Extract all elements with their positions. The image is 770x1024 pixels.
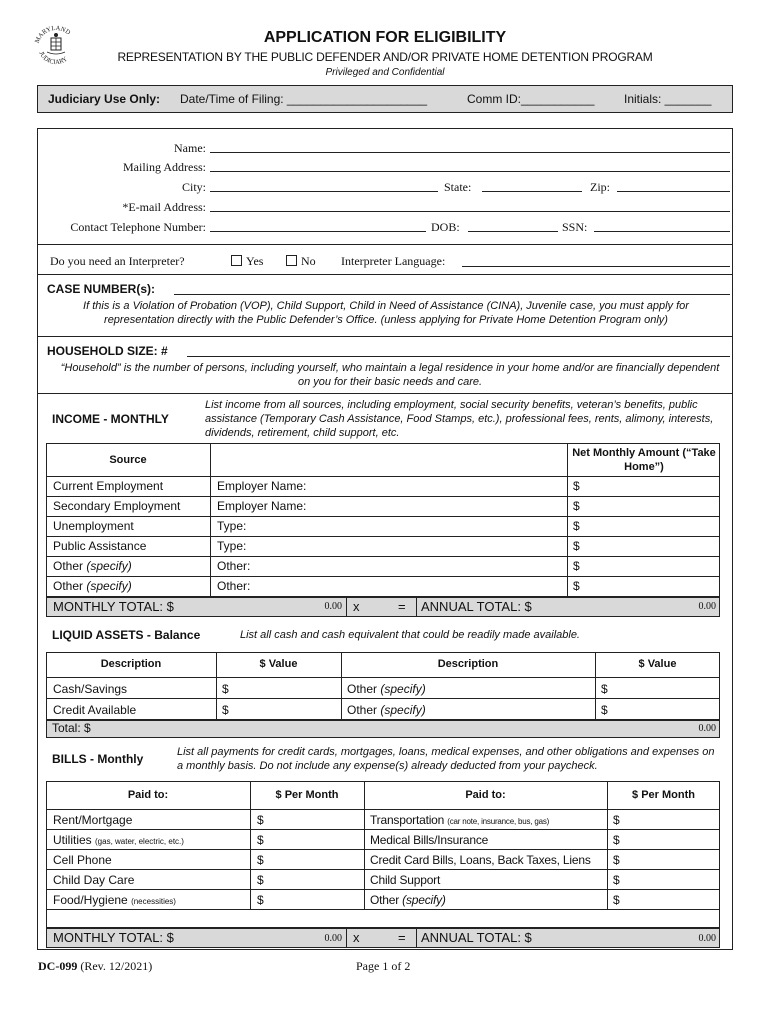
divider: [37, 244, 733, 245]
income-header-line: [46, 476, 720, 477]
filing-date-field[interactable]: Date/Time of Filing: _____________________: [180, 92, 428, 106]
bill-left-value[interactable]: $: [257, 813, 264, 827]
initials-field[interactable]: Initials: _______: [624, 92, 712, 106]
bill-right-value[interactable]: $: [613, 813, 620, 827]
asset-left-desc: Cash/Savings: [53, 682, 128, 696]
income-source-label: Other: [53, 559, 84, 573]
bill-right-desc: [370, 813, 549, 827]
bill-right-desc: [370, 873, 440, 887]
ssn-input[interactable]: [594, 231, 730, 232]
income-source: [53, 559, 132, 573]
assets-header-line: [46, 677, 720, 678]
asset-right-value[interactable]: $: [601, 682, 608, 696]
interpreter-no-label: No: [301, 254, 316, 268]
email-input[interactable]: [210, 211, 730, 212]
bill-left-value[interactable]: $: [257, 853, 264, 867]
form-id: DC-099: [38, 959, 78, 973]
divider: [37, 274, 733, 275]
income-note: List income from all sources, including employment, social security benefits, veteran’s benefits, public assistance (Temporary Cash Assistance, Food Stamps, etc.), professional fees, rents, alimony, interests, dividends, retirement, child support, etc.: [205, 399, 714, 439]
assets-col-value-left: $ Value: [259, 658, 298, 670]
income-equals-sign: =: [398, 599, 406, 614]
income-title: INCOME - MONTHLY: [52, 412, 169, 426]
bill-right-value[interactable]: $: [613, 873, 620, 887]
email-label: *E-mail Address:: [122, 200, 206, 214]
bill-left-value[interactable]: $: [257, 833, 264, 847]
bill-left-label: Cell Phone: [53, 853, 112, 867]
bill-left-note: (gas, water, electric, etc.): [95, 837, 184, 846]
total-divider: [346, 928, 347, 948]
mailing-address-input[interactable]: [210, 171, 730, 172]
income-source: [53, 579, 132, 593]
bill-row-line: [46, 829, 720, 830]
income-detail-field[interactable]: Employer Name:: [217, 479, 307, 493]
bill-row-line: [46, 849, 720, 850]
mailing-address-label: Mailing Address:: [123, 160, 206, 174]
bill-left-value[interactable]: $: [257, 873, 264, 887]
bill-right-label: Transportation: [370, 813, 445, 827]
judiciary-use-label: Judiciary Use Only:: [48, 92, 161, 106]
asset-right-desc[interactable]: [347, 682, 426, 696]
asset-left-desc: Credit Available: [53, 703, 137, 717]
bills-annual-total-label: ANNUAL TOTAL: $: [421, 930, 532, 945]
income-col-divider: [210, 443, 211, 597]
interpreter-yes-label: Yes: [246, 254, 264, 268]
bill-left-label: Food/Hygiene: [53, 893, 128, 907]
bills-col-paid-right: Paid to:: [465, 789, 506, 801]
page-number: Page 1 of 2: [356, 959, 411, 973]
bills-title: BILLS - Monthly: [52, 752, 144, 766]
form-subtitle: REPRESENTATION BY THE PUBLIC DEFENDER AND/OR PRIVATE HOME DETENTION PROGRAM: [117, 50, 653, 64]
income-detail-field[interactable]: Type:: [217, 539, 247, 553]
bill-left-note: (necessities): [131, 897, 176, 906]
footer-form-id: [38, 959, 152, 974]
income-row-line: [46, 576, 720, 577]
income-source-spec: (specify): [86, 579, 132, 593]
income-source-label: Unemployment: [53, 519, 134, 533]
income-detail-field[interactable]: Employer Name:: [217, 499, 307, 513]
income-row-line: [46, 556, 720, 557]
case-number-note: If this is a Violation of Probation (VOP), Child Support, Child in Need of Assistance (CINA), Juvenile case, you must apply for representation directly with the Public Defender’s Office. (unless applying for Private Home Detention Program only): [83, 300, 689, 326]
bill-right-desc: [370, 833, 488, 847]
name-input[interactable]: [210, 152, 730, 153]
asset-left-value[interactable]: $: [222, 703, 229, 717]
form-revision: (Rev. 12/2021): [80, 959, 153, 973]
income-detail-field[interactable]: Other:: [217, 579, 251, 593]
bills-note: List all payments for credit cards, mortgages, loans, medical expenses, and other obligations and expenses on a monthly basis. Do not include any expense(s) already deducted from your paycheck.: [177, 746, 715, 772]
assets-col-desc-right: Description: [437, 658, 499, 670]
zip-label: Zip:: [590, 180, 610, 194]
name-label: Name:: [174, 141, 206, 155]
income-detail-field[interactable]: Other:: [217, 559, 251, 573]
privileged-note: Privileged and Confidential: [325, 67, 445, 78]
income-source-spec: (specify): [86, 559, 132, 573]
bills-multiply-sign: x: [353, 930, 360, 945]
state-input[interactable]: [482, 191, 582, 192]
interpreter-language-label: Interpreter Language:: [341, 254, 446, 268]
bill-left-desc: [53, 813, 132, 827]
income-row-line: [46, 516, 720, 517]
asset-right-value[interactable]: $: [601, 703, 608, 717]
divider: [37, 336, 733, 337]
income-source: [53, 539, 146, 553]
bill-right-label: Child Support: [370, 873, 441, 887]
city-input[interactable]: [210, 191, 438, 192]
total-divider: [346, 597, 347, 617]
assets-total-bar: [46, 720, 720, 738]
asset-right-spec: (specify): [380, 682, 426, 696]
bills-equals-sign: =: [398, 930, 406, 945]
bill-right-value[interactable]: $: [613, 853, 620, 867]
zip-input[interactable]: [617, 191, 730, 192]
income-annual-total-value[interactable]: 0.00: [698, 601, 716, 612]
bill-row-line: [46, 889, 720, 890]
bill-right-value[interactable]: $: [613, 893, 620, 907]
assets-note: List all cash and cash equivalent that could be readily made available.: [240, 629, 580, 641]
income-col-source: Source: [109, 454, 147, 466]
income-row-line: [46, 536, 720, 537]
income-source: [53, 479, 163, 493]
interpreter-yes-checkbox[interactable]: [231, 255, 242, 266]
form-title: APPLICATION FOR ELIGIBILITY: [263, 29, 507, 46]
case-number-label: CASE NUMBER(s):: [47, 282, 155, 296]
assets-col-value-right: $ Value: [638, 658, 677, 670]
bills-col-month-right: $ Per Month: [632, 789, 695, 801]
interpreter-question: Do you need an Interpreter?: [50, 254, 185, 268]
bills-col-month-left: $ Per Month: [275, 789, 339, 801]
household-size-input[interactable]: [187, 356, 730, 357]
income-amount-field[interactable]: $: [573, 479, 580, 493]
income-amount-field[interactable]: $: [573, 519, 580, 533]
phone-label: Contact Telephone Number:: [70, 220, 206, 234]
dob-label: DOB:: [431, 220, 460, 234]
assets-total-value[interactable]: 0.00: [698, 723, 716, 734]
income-source-label: Public Assistance: [53, 539, 147, 553]
bills-header-line: [46, 809, 720, 810]
bill-right-note: (car note, insurance, bus, gas): [447, 817, 550, 826]
svg-text:JUDICIARY: JUDICIARY: [37, 50, 69, 67]
svg-text:MARYLAND: MARYLAND: [33, 24, 72, 45]
bill-left-desc: [53, 893, 176, 907]
income-detail-field[interactable]: Type:: [217, 519, 247, 533]
asset-right-spec: (specify): [380, 703, 426, 717]
total-divider: [416, 928, 417, 948]
bill-right-desc: [370, 853, 591, 867]
bill-left-desc: [53, 853, 112, 867]
income-monthly-total-label: MONTHLY TOTAL: $: [53, 599, 174, 614]
bill-left-desc: [53, 833, 184, 847]
bill-right-desc: [370, 893, 446, 907]
bills-monthly-total-value[interactable]: 0.00: [324, 933, 342, 944]
income-row-line: [46, 496, 720, 497]
dob-input[interactable]: [468, 231, 558, 232]
income-multiply-sign: x: [353, 599, 360, 614]
income-amount-field[interactable]: $: [573, 559, 580, 573]
income-source-label: Other: [53, 579, 84, 593]
bill-right-spec: (specify): [402, 893, 446, 907]
income-source: [53, 519, 134, 533]
household-note: “Household” is the number of persons, including yourself, who maintain a legal residence in your home and/or are financially dependent on you for their basic needs and care.: [60, 362, 720, 388]
asset-right-label: Other: [347, 682, 378, 696]
income-col-divider: [567, 443, 568, 597]
assets-col-desc-left: Description: [100, 658, 162, 670]
bill-left-desc: [53, 873, 134, 887]
income-amount-field[interactable]: $: [573, 579, 580, 593]
bills-bottom-line: [46, 909, 720, 910]
income-amount-field[interactable]: $: [573, 539, 580, 553]
bill-right-label: Medical Bills/Insurance: [370, 833, 489, 847]
income-source-label: Current Employment: [53, 479, 164, 493]
interpreter-language-input[interactable]: [462, 266, 730, 267]
asset-right-desc[interactable]: [347, 703, 426, 717]
bill-left-label: Utilities: [53, 833, 92, 847]
bill-right-label: Other: [370, 893, 400, 907]
asset-row-line: [46, 698, 720, 699]
assets-total-label: Total: $: [52, 721, 91, 735]
income-source: [53, 499, 180, 513]
ssn-label: SSN:: [562, 220, 588, 234]
income-source-label: Secondary Employment: [53, 499, 181, 513]
income-monthly-total-value[interactable]: 0.00: [324, 601, 342, 612]
bill-left-value[interactable]: $: [257, 893, 264, 907]
income-amount-field[interactable]: $: [573, 499, 580, 513]
bills-col-paid-left: Paid to:: [127, 789, 169, 801]
phone-input[interactable]: [210, 231, 426, 232]
state-label: State:: [444, 180, 472, 194]
bill-row-line: [46, 869, 720, 870]
asset-right-label: Other: [347, 703, 378, 717]
interpreter-no-checkbox[interactable]: [286, 255, 297, 266]
city-label: City:: [181, 180, 206, 194]
bill-right-label: Credit Card Bills, Loans, Back Taxes, Liens: [370, 853, 591, 867]
household-size-label: HOUSEHOLD SIZE: #: [47, 344, 168, 358]
bills-monthly-total-label: MONTHLY TOTAL: $: [53, 930, 174, 945]
bill-right-value[interactable]: $: [613, 833, 620, 847]
income-col-amount: Net Monthly Amount (“Take Home”): [572, 447, 716, 473]
divider: [37, 393, 733, 394]
income-annual-total-label: ANNUAL TOTAL: $: [421, 599, 532, 614]
bill-left-label: Rent/Mortgage: [53, 813, 133, 827]
total-divider: [416, 597, 417, 617]
comm-id-field[interactable]: Comm ID:___________: [467, 92, 595, 106]
bill-left-label: Child Day Care: [53, 873, 135, 887]
bills-annual-total-value[interactable]: 0.00: [698, 933, 716, 944]
assets-title: LIQUID ASSETS - Balance: [52, 628, 201, 642]
case-number-input[interactable]: [174, 294, 730, 295]
asset-left-value[interactable]: $: [222, 682, 229, 696]
